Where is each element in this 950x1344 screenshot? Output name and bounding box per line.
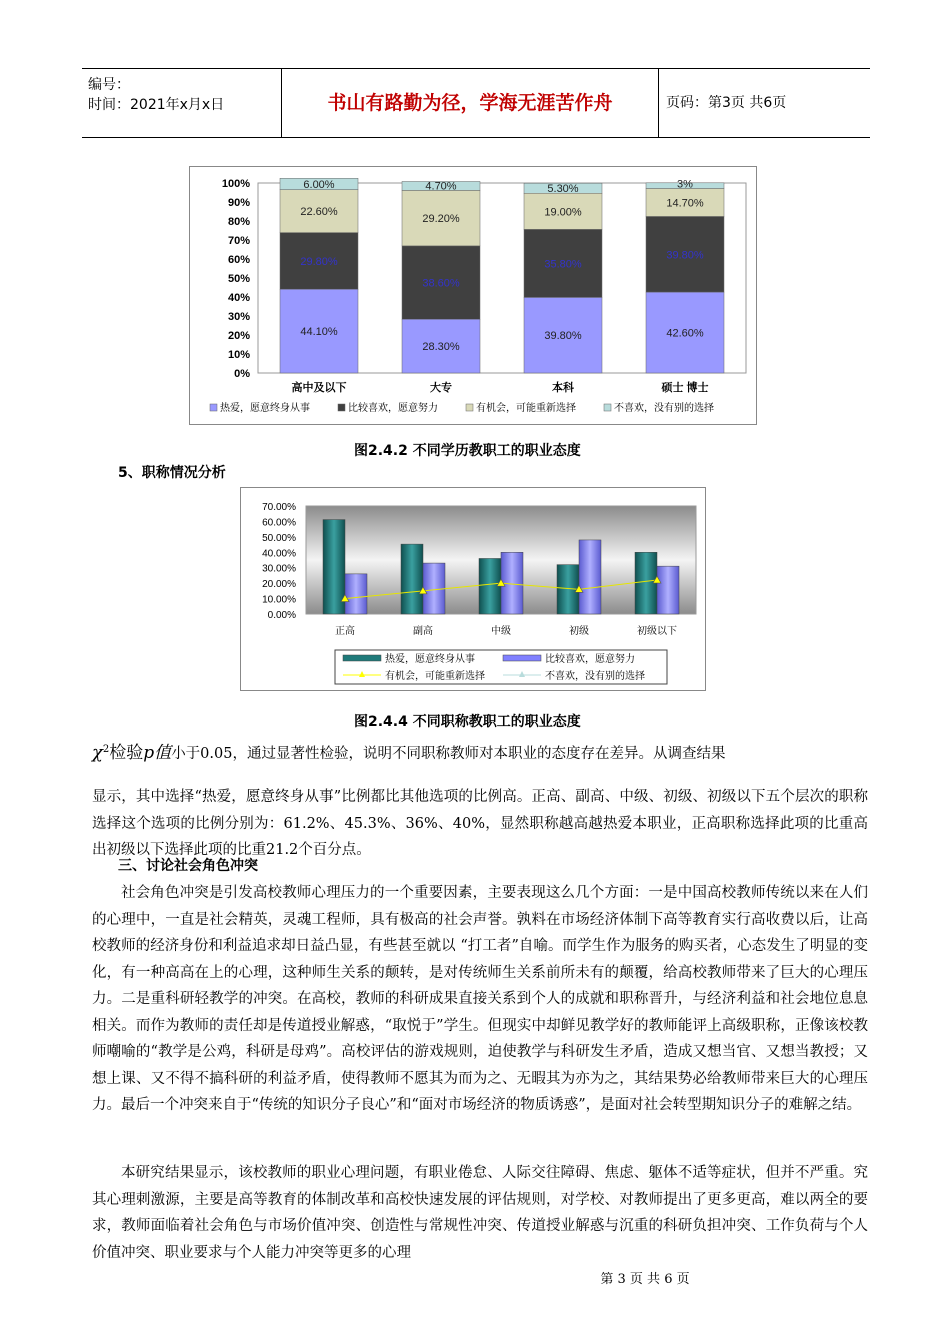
x-tick-label: 初级: [569, 626, 589, 637]
x-tick-label: 大专: [430, 382, 452, 394]
data-label: 29.80%: [300, 255, 338, 268]
title-attitude-chart: [240, 487, 706, 691]
data-label: 42.60%: [666, 327, 704, 340]
legend-swatch: [210, 404, 217, 411]
y-tick-label: 70%: [227, 235, 250, 247]
chi-paragraph: [92, 784, 868, 864]
x-tick-label: 初级以下: [637, 626, 677, 637]
legend-label: 有机会，可能重新选择: [385, 671, 485, 682]
legend-swatch: [466, 404, 473, 411]
legend-label: 热爱，愿意终身从事: [220, 403, 310, 414]
x-tick-label: 高中及以下: [291, 382, 347, 394]
section3-title: 三、讨论社会角色冲突: [118, 858, 258, 874]
y-tick-label: 70.00%: [262, 502, 296, 513]
legend-label: 比较喜欢，愿意努力: [348, 403, 438, 414]
data-label: 5.30%: [547, 183, 579, 196]
body-paragraph-2: [92, 1160, 868, 1266]
x-tick-label: 正高: [335, 626, 355, 637]
legend-swatch: [343, 655, 381, 661]
title-attitude-chart-svg: [241, 488, 705, 690]
figure2-caption: 图2.4.4 不同职称教职工的职业态度: [354, 714, 581, 730]
header-motto: 书山有路勤为径，学海无涯苦作舟: [282, 69, 659, 137]
legend-swatch: [338, 404, 345, 411]
data-label: 3%: [677, 178, 693, 191]
data-label: 39.80%: [666, 249, 704, 262]
p-value-label: p值: [143, 742, 172, 763]
paragraph-2-text: 本研究结果显示，该校教师的职业心理问题，有职业倦怠、人际交往障碍、焦虑、躯体不适等症状，但并不严重。究其心理刺激源，主要是高等教育的体制改革和高校快速发展的评估规则，对学校、对教师提出了更多更高，难以两全的要求，教师面临着社会角色与市场价值冲突、创造性与常规性冲突、传道授业解惑与沉重的科研负担冲突、工作负荷与个人价值冲突、职业要求与个人能力冲突等更多的心理: [92, 1165, 868, 1261]
data-label: 6.00%: [303, 178, 335, 191]
header-page-label: 页码：第3页 共6页: [666, 95, 787, 111]
y-tick-label: 60%: [227, 254, 250, 266]
y-tick-label: 50.00%: [262, 532, 296, 544]
y-tick-label: 10.00%: [262, 594, 296, 606]
y-tick-label: 0%: [234, 368, 250, 380]
y-tick-label: 40%: [227, 292, 250, 304]
chi-text-1: 小于0.05，通过显著性检验，说明不同职称教师对本职业的态度存在差异。从调查结果: [171, 745, 726, 762]
y-tick-label: 20.00%: [262, 579, 296, 591]
data-label: 28.30%: [422, 341, 460, 354]
clustered-bar: [579, 540, 601, 614]
education-attitude-chart-svg: [190, 167, 756, 424]
data-label: 4.70%: [425, 180, 457, 193]
body-paragraph-1: [92, 880, 868, 1119]
x-tick-label: 中级: [491, 626, 511, 637]
data-label: 29.20%: [422, 213, 460, 226]
header-meta: [82, 69, 282, 137]
y-tick-label: 30.00%: [262, 563, 296, 575]
page-footer: 第 3 页 共 6 页: [600, 1272, 690, 1287]
y-tick-label: 10%: [227, 349, 250, 361]
legend-swatch: [604, 404, 611, 411]
legend-label: 不喜欢，没有别的选择: [614, 403, 714, 414]
clustered-bar: [657, 566, 679, 614]
y-tick-label: 80%: [227, 216, 250, 228]
clustered-bar: [401, 544, 423, 614]
chi-square-line: [92, 737, 868, 767]
y-tick-label: 60.00%: [262, 517, 296, 529]
data-label: 14.70%: [666, 197, 704, 210]
data-label: 44.10%: [300, 326, 338, 339]
page-header: [82, 68, 870, 138]
y-tick-label: 90%: [227, 197, 250, 209]
y-tick-label: 50%: [227, 273, 250, 285]
y-tick-label: 20%: [227, 330, 250, 342]
x-tick-label: 本科: [552, 382, 574, 394]
legend-label: 比较喜欢，愿意努力: [545, 654, 635, 665]
chi-text-2: 显示，其中选择“热爱，愿意终身从事”比例都比其他选项的比例高。正高、副高、中级、初级、初级以下五个层次的职称选择这个选项的比例分别为：61.2%、45.3%、36%、40%，显然职称越高越热爱本职业，正高职称选择此项的比重高出初级以下选择此项的比重21.2个百分点。: [92, 789, 868, 858]
legend-label: 有机会，可能重新选择: [476, 403, 576, 414]
clustered-bar: [345, 574, 367, 614]
legend-label: 不喜欢，没有别的选择: [545, 671, 645, 682]
y-tick-label: 40.00%: [262, 548, 296, 560]
education-attitude-chart: [189, 166, 757, 425]
legend-label: 热爱，愿意终身从事: [385, 654, 475, 665]
data-label: 22.60%: [300, 206, 338, 219]
paragraph-1-text: 社会角色冲突是引发高校教师心理压力的一个重要因素，主要表现这么几个方面：一是中国高校教师传统以来在人们的心理中，一直是社会精英，灵魂工程师，具有极高的社会声誉。孰料在市场经济体制下高等教育实行高收费以后，让高校教师的经济身份和利益追求却日益凸显，有些甚至就以 “打工者”自喻。而学生作为服务的购买者，心态发生了明显的变化，有一种高高在上的心理，这种师生关系的颠转，是对传统师生关系前所未有的颠覆，给高校教师带来了巨大的心理压力。二是重科研轻教学的冲突。在高校，教师的科研成果直接关系到个人的成就和职称晋升，与经济利益和社会地位息息相关。而作为教师的责任却是传道授业解惑，“取悦于”学生。但现实中却鲜见教学好的教师能评上高级职称，正像该校教师嘲喻的“教学是公鸡，科研是母鸡”。高校评估的游戏规则，迫使教学与科研发生矛盾，造成又想当官、又想当教授；又想上课、又不得不搞科研的利益矛盾，使得教师不愿其为而为之、无暇其为亦为之，其结果势必给教师带来巨大的心理压力。最后一个冲突来自于“传统的知识分子良心”和“面对市场经济的物质诱惑”，是面对社会转型期知识分子的难解之结。: [92, 885, 868, 1113]
y-tick-label: 0.00%: [267, 610, 296, 621]
number-label: 编号：: [88, 77, 130, 93]
section5-title: 5、职称情况分析: [118, 465, 226, 481]
x-tick-label: 硕士 博士: [661, 382, 709, 394]
data-label: 38.60%: [422, 277, 460, 290]
data-label: 39.80%: [544, 330, 582, 343]
chi-superscript: 2: [102, 744, 110, 755]
y-tick-label: 100%: [221, 178, 250, 190]
y-tick-label: 30%: [227, 311, 250, 323]
data-label: 35.80%: [544, 258, 582, 271]
x-tick-label: 副高: [413, 626, 433, 637]
chi-symbol: χ: [92, 741, 103, 763]
figure1-caption: 图2.4.2 不同学历教职工的职业态度: [354, 443, 581, 459]
legend-swatch: [503, 655, 541, 661]
data-label: 19.00%: [544, 206, 582, 219]
time-label: 时间：2021年x月x日: [88, 97, 225, 113]
chi-test-label: 检验: [109, 742, 144, 763]
